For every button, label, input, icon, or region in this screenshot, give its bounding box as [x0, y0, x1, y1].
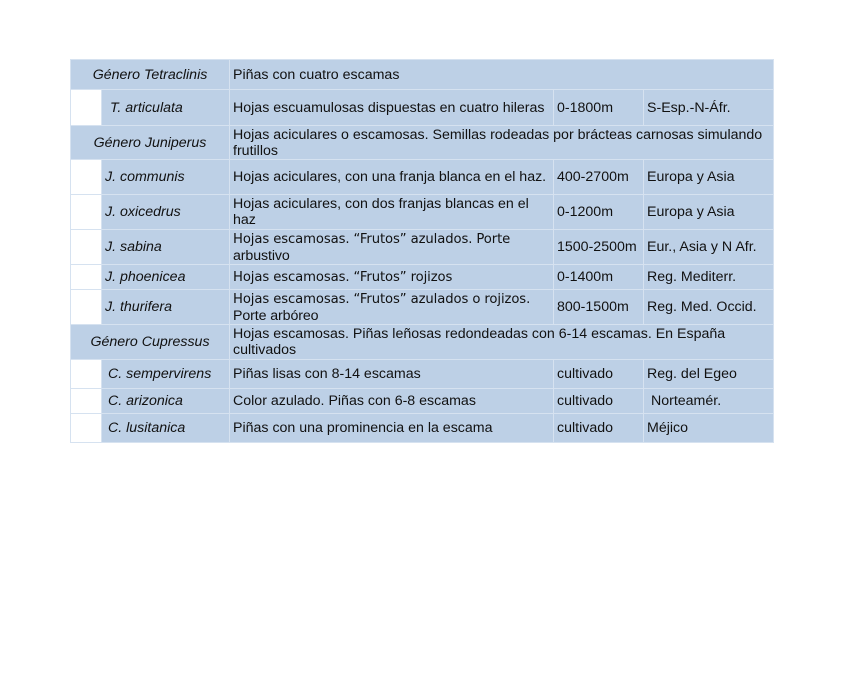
genus-name-cell: Género Cupressus [71, 325, 230, 360]
distribution-cell: Europa y Asia [644, 160, 774, 195]
genus-description-cell: Piñas con cuatro escamas [230, 60, 774, 90]
species-name-cell: C. arizonica [102, 389, 230, 414]
altitude-cell: 0-1400m [554, 265, 644, 290]
blank-cell [71, 389, 102, 414]
species-row [71, 389, 774, 414]
species-description-cell: Piñas con una prominencia en la escama [230, 414, 554, 443]
species-name-cell: C. lusitanica [102, 414, 230, 443]
distribution-cell: S-Esp.-N-Áfr. [644, 90, 774, 126]
species-row [71, 414, 774, 443]
description-line: Hojas escamosas. “Frutos” azulados o rojizos. [233, 291, 531, 307]
species-description-cell [230, 230, 554, 265]
description-line: Porte arbóreo [233, 307, 319, 324]
species-row [71, 290, 774, 325]
distribution-cell: Europa y Asia [644, 195, 774, 230]
species-name-cell: J. communis [102, 160, 230, 195]
altitude-cell: 0-1200m [554, 195, 644, 230]
species-name-cell: T. articulata [102, 90, 230, 126]
distribution-cell: Eur., Asia y N Afr. [644, 230, 774, 265]
species-description-cell: Hojas escuamulosas dispuestas en cuatro hileras [230, 90, 554, 126]
species-description-cell: Hojas aciculares, con una franja blanca en el haz. [230, 160, 554, 195]
blank-cell [71, 265, 102, 290]
genus-description-cell: Hojas aciculares o escamosas. Semillas rodeadas por brácteas carnosas simulando frutillos [230, 126, 774, 160]
blank-cell [71, 414, 102, 443]
species-name-cell: J. oxicedrus [102, 195, 230, 230]
species-description-cell [230, 290, 554, 325]
altitude-cell: 0-1800m [554, 90, 644, 126]
blank-cell [71, 230, 102, 265]
description-line: Hojas escamosas. “Frutos” rojizos [233, 269, 453, 285]
distribution-cell: Méjico [644, 414, 774, 443]
species-row [71, 265, 774, 290]
species-description-cell [230, 265, 554, 290]
blank-cell [71, 160, 102, 195]
genus-description-cell: Hojas escamosas. Piñas leñosas redondeadas con 6-14 escamas. En España cultivados [230, 325, 774, 360]
species-row [71, 360, 774, 389]
distribution-cell: Reg. Mediterr. [644, 265, 774, 290]
species-name-cell: J. phoenicea [102, 265, 230, 290]
species-row [71, 195, 774, 230]
genus-name-cell: Género Juniperus [71, 126, 230, 160]
blank-cell [71, 360, 102, 389]
species-name-cell: C. sempervirens [102, 360, 230, 389]
blank-cell [71, 290, 102, 325]
species-row [71, 160, 774, 195]
species-row [71, 230, 774, 265]
genus-row [71, 126, 774, 160]
conifer-table [70, 59, 774, 443]
blank-cell [71, 195, 102, 230]
altitude-cell: cultivado [554, 389, 644, 414]
altitude-cell: 1500-2500m [554, 230, 644, 265]
distribution-cell: Norteamér. [644, 389, 774, 414]
altitude-cell: 400-2700m [554, 160, 644, 195]
distribution-cell: Reg. Med. Occid. [644, 290, 774, 325]
genus-row [71, 325, 774, 360]
species-name-cell: J. sabina [102, 230, 230, 265]
description-line: Hojas escamosas. “Frutos” azulados. Porte [233, 231, 511, 247]
species-description-cell: Hojas aciculares, con dos franjas blancas en el haz [230, 195, 554, 230]
genus-row [71, 60, 774, 90]
description-line: arbustivo [233, 247, 290, 264]
altitude-cell: 800-1500m [554, 290, 644, 325]
distribution-cell: Reg. del Egeo [644, 360, 774, 389]
species-row [71, 90, 774, 126]
altitude-cell: cultivado [554, 360, 644, 389]
species-description-cell: Color azulado. Piñas con 6-8 escamas [230, 389, 554, 414]
species-name-cell: J. thurifera [102, 290, 230, 325]
blank-cell [71, 90, 102, 126]
species-description-cell: Piñas lisas con 8-14 escamas [230, 360, 554, 389]
altitude-cell: cultivado [554, 414, 644, 443]
genus-name-cell: Género Tetraclinis [71, 60, 230, 90]
